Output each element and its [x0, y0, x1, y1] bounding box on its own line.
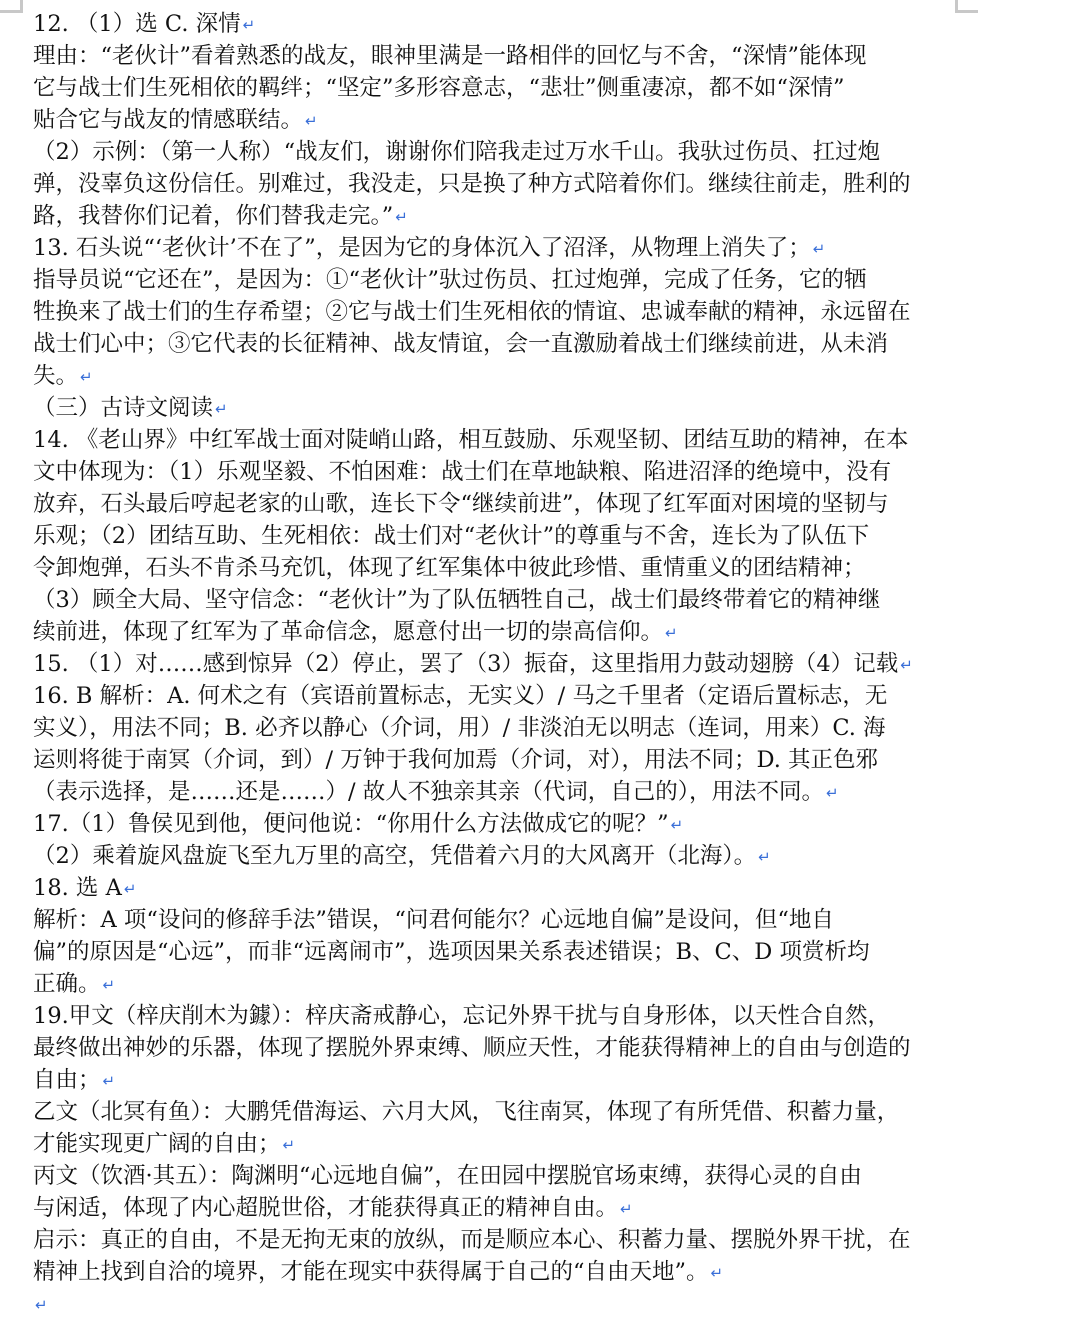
paragraph-mark-icon: ↵	[670, 816, 684, 834]
text-line	[33, 1224, 1033, 1256]
paragraph-mark-icon: ↵	[102, 1072, 116, 1090]
line-text: 牲换来了战士们的生存希望；②它与战士们生死相依的情谊、忠诚奉献的精神，永远留在	[33, 299, 911, 325]
line-text: 乐观；（2）团结互助、生死相依：战士们对“老伙计”的尊重与不舍，连长为了队伍下	[33, 523, 870, 549]
text-line	[33, 808, 1033, 840]
text-line	[33, 744, 1033, 776]
text-line	[33, 1096, 1033, 1128]
line-text: 运则将徙于南冥（介词，到）/ 万钟于我何加焉（介词，对），用法不同；D. 其正色邪	[33, 747, 879, 773]
line-text: （3）顾全大局、坚守信念：“老伙计”为了队伍牺牲自己，战士们最终带着它的精神继	[33, 587, 881, 613]
line-text: （三）古诗文阅读	[33, 395, 214, 421]
text-line	[33, 776, 1033, 808]
paragraph-mark-icon: ↵	[710, 1264, 724, 1282]
text-line	[33, 1192, 1033, 1224]
text-line	[33, 72, 1033, 104]
paragraph-mark-icon: ↵	[620, 1200, 633, 1218]
text-line	[33, 872, 1033, 904]
line-text: （2）示例：（第一人称）“战友们，谢谢你们陪我走过万水千山。我驮过伤员、扛过炮	[33, 139, 881, 165]
text-line	[33, 1032, 1033, 1064]
paragraph-mark-icon: ↵	[812, 240, 826, 258]
line-text: 路，我替你们记着，你们替我走完。”	[33, 203, 394, 229]
text-line	[33, 168, 1033, 200]
line-text: 17.（1）鲁侯见到他，便问他说：“你用什么方法做成它的呢？”	[33, 811, 669, 837]
text-line	[33, 328, 1033, 360]
paragraph-mark-icon: ↵	[305, 112, 318, 130]
paragraph-mark-icon: ↵	[123, 880, 137, 898]
line-text: 实义），用法不同；B. 必齐以静心（介词，用）/ 非淡泊无以明志（连词，用来）C. 海	[33, 715, 886, 741]
line-text: 14. 《老山界》中红军战士面对陡峭山路，相互鼓励、乐观坚韧、团结互助的精神，在本	[33, 427, 909, 453]
paragraph-mark-icon: ↵	[35, 1296, 48, 1314]
text-line	[33, 424, 1033, 456]
line-text: 解析：A 项“设问的修辞手法”错误，“问君何能尔？心远地自偏”是设问，但“地自	[33, 907, 834, 933]
line-text: 战士们心中；③它代表的长征精神、战友情谊，会一直激励着战士们继续前进，从未消	[33, 331, 889, 357]
text-line	[33, 360, 1033, 392]
line-text: 才能实现更广阔的自由；	[33, 1131, 281, 1157]
text-line	[33, 1128, 1033, 1160]
paragraph-mark-icon: ↵	[282, 1136, 296, 1154]
text-line	[33, 584, 1033, 616]
line-text: 文中体现为：（1）乐观坚毅、不怕困难：战士们在草地缺粮、陷进沼泽的绝境中，没有	[33, 459, 892, 485]
text-line	[33, 936, 1033, 968]
line-text: 乙文（北冥有鱼）：大鹏凭借海运、六月大风，飞往南冥，体现了有所凭借、积蓄力量，	[33, 1099, 900, 1125]
text-line	[33, 616, 1033, 648]
text-line	[33, 200, 1033, 232]
paragraph-mark-icon: ↵	[665, 624, 678, 642]
text-line	[33, 840, 1033, 872]
text-line	[33, 8, 1033, 40]
text-line	[33, 904, 1033, 936]
text-line	[33, 552, 1033, 584]
text-line	[33, 104, 1033, 136]
line-text: （2）乘着旋风盘旋飞至九万里的高空，凭借着六月的大风离开（北海）。	[33, 843, 757, 869]
line-text: 丙文（饮酒·其五）：陶渊明“心远地自偏”，在田园中摆脱官场束缚，获得心灵的自由	[33, 1163, 862, 1189]
text-line	[33, 1256, 1033, 1288]
text-line	[33, 296, 1033, 328]
line-text: （表示选择，是……还是……）/ 故人不独亲其亲（代词，自己的），用法不同。	[33, 779, 824, 805]
text-line	[33, 712, 1033, 744]
line-text: 精神上找到自洽的境界，才能在现实中获得属于自己的“自由天地”。	[33, 1259, 709, 1285]
text-line	[33, 232, 1033, 264]
document-body	[33, 8, 1033, 1320]
line-text: 最终做出神妙的乐器，体现了摆脱外界束缚、顺应天性，才能获得精神上的自由与创造的	[33, 1035, 911, 1061]
paragraph-mark-icon: ↵	[825, 784, 839, 802]
line-text: 16. B 解析：A. 何术之有（宾语前置标志，无实义）/ 马之千里者（定语后置标志，无	[33, 683, 888, 709]
line-text: 与闲适，体现了内心超脱世俗，才能获得真正的精神自由。	[33, 1195, 619, 1221]
line-text: 放弃，石头最后哼起老家的山歌，连长下令“继续前进”，体现了红军面对困境的坚韧与	[33, 491, 889, 517]
paragraph-mark-icon: ↵	[758, 848, 771, 866]
paragraph-mark-icon: ↵	[242, 16, 256, 34]
text-line	[33, 648, 1033, 680]
line-text: 令卸炮弹，石头不肯杀马充饥，体现了红军集体中彼此珍惜、重情重义的团结精神；	[33, 555, 866, 581]
text-line	[33, 40, 1033, 72]
line-text: 19.甲文（梓庆削木为鐻）：梓庆斋戒静心，忘记外界干扰与自身形体，以天性合自然，	[33, 1003, 891, 1029]
line-text: 正确。	[33, 971, 101, 997]
line-text: 理由：“老伙计”看着熟悉的战友，眼神里满是一路相伴的回忆与不舍，“深情”能体现	[33, 43, 867, 69]
line-text: 偏”的原因是“心远”，而非“远离闹市”，选项因果关系表述错误；B、C、D 项赏析均	[33, 939, 870, 965]
line-text: 12. （1）选 C. 深情	[33, 11, 241, 37]
line-text: 指导员说“它还在”，是因为：①“老伙计”驮过伤员、扛过炮弹，完成了任务，它的牺	[33, 267, 867, 293]
line-text: 它与战士们生死相依的羁绊；“坚定”多形容意志，“悲壮”侧重凄凉，都不如“深情”	[33, 75, 845, 101]
text-line	[33, 488, 1033, 520]
text-line	[33, 680, 1033, 712]
paragraph-mark-icon: ↵	[395, 208, 408, 226]
line-text: 失。	[33, 363, 79, 389]
line-text: 启示：真正的自由，不是无拘无束的放纵，而是顺应本心、积蓄力量、摆脱外界干扰，在	[33, 1227, 911, 1253]
paragraph-mark-icon: ↵	[215, 400, 228, 418]
line-text: 贴合它与战友的情感联结。	[33, 107, 304, 133]
text-line	[33, 1288, 1033, 1320]
paragraph-mark-icon: ↵	[102, 976, 116, 994]
line-text: 弹，没辜负这份信任。别难过，我没走，只是换了种方式陪着你们。继续往前走，胜利的	[33, 171, 911, 197]
text-line	[33, 1160, 1033, 1192]
text-line	[33, 1000, 1033, 1032]
paragraph-mark-icon: ↵	[900, 656, 913, 674]
text-line	[33, 456, 1033, 488]
text-line	[33, 264, 1033, 296]
text-line	[33, 392, 1033, 424]
line-text: 自由；	[33, 1067, 101, 1093]
page-corner-mark-left	[0, 0, 23, 13]
line-text: 18. 选 A	[33, 875, 122, 901]
text-line	[33, 968, 1033, 1000]
paragraph-mark-icon: ↵	[80, 368, 93, 386]
text-line	[33, 136, 1033, 168]
text-line	[33, 1064, 1033, 1096]
text-line	[33, 520, 1033, 552]
line-text: 13. 石头说“‘老伙计’不在了”，是因为它的身体沉入了沼泽，从物理上消失了；	[33, 235, 811, 261]
line-text: 15. （1）对……感到惊异（2）停止，罢了（3）振奋，这里指用力鼓动翅膀（4）记载	[33, 651, 899, 677]
line-text: 续前进，体现了红军为了革命信念，愿意付出一切的崇高信仰。	[33, 619, 664, 645]
